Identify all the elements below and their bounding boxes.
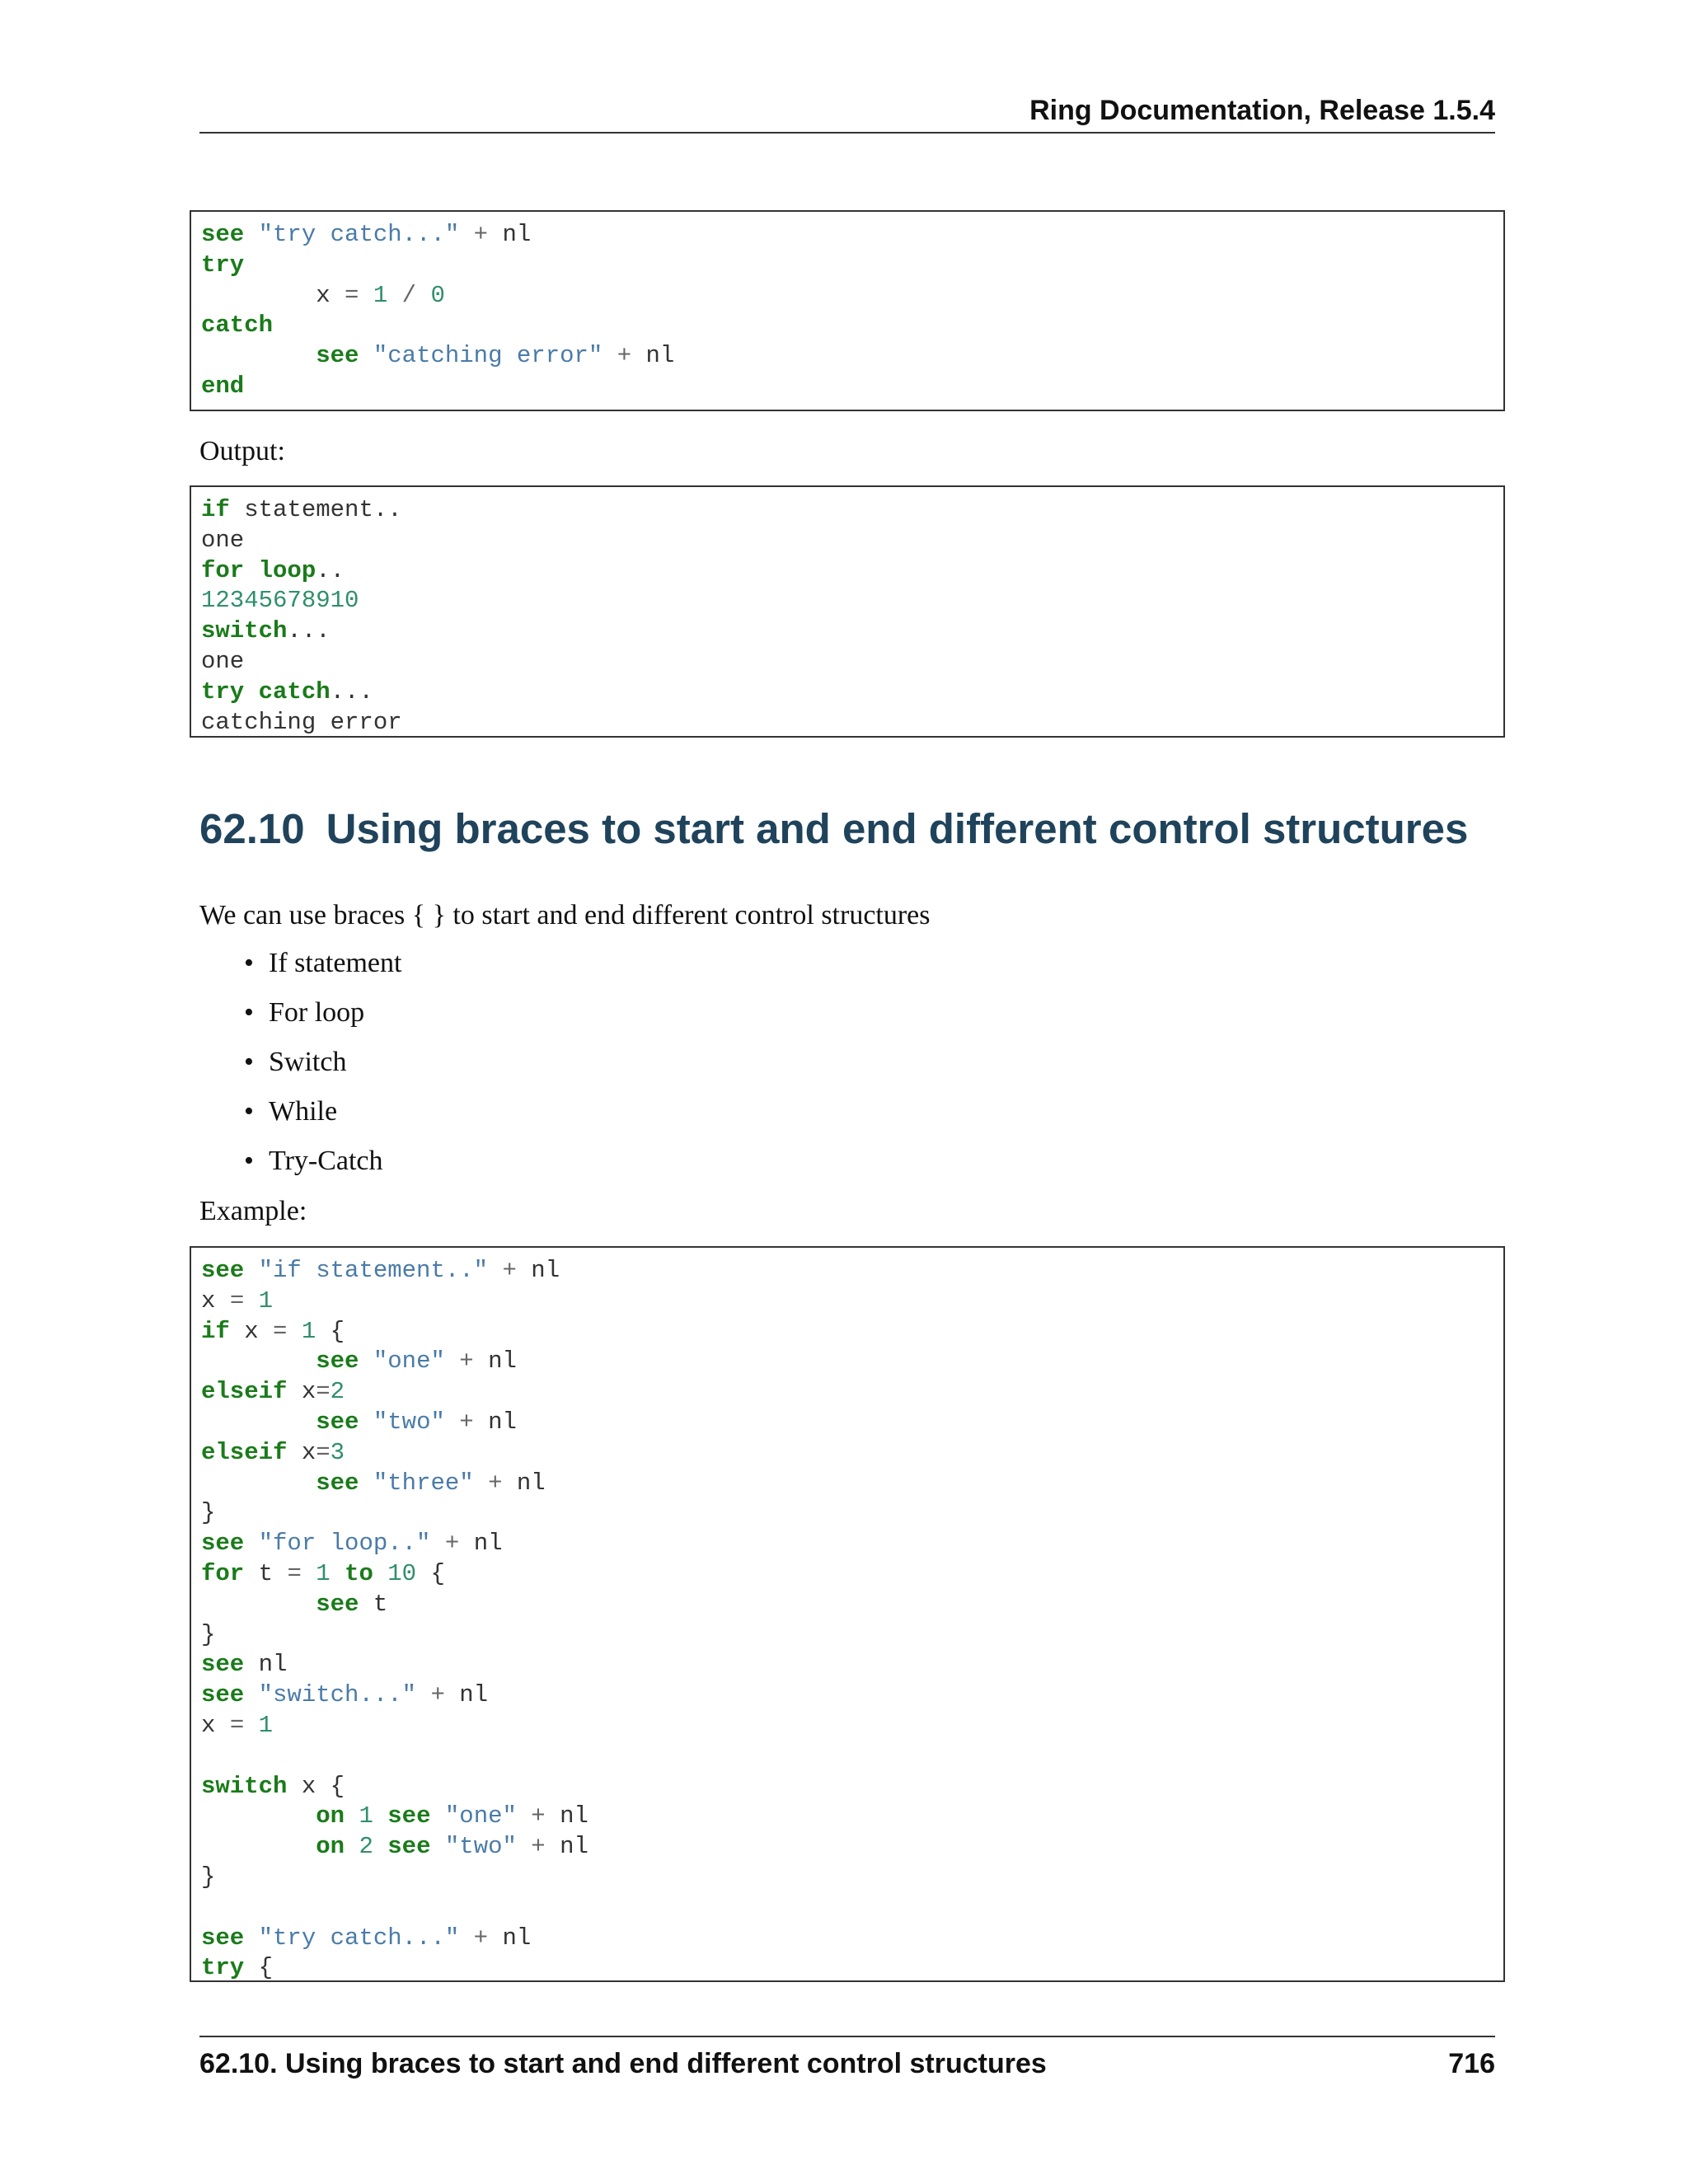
code-text xyxy=(244,678,258,705)
code-keyword: see xyxy=(201,1924,245,1952)
code-line xyxy=(201,1590,1493,1620)
code-text: t xyxy=(359,1590,388,1618)
code-number: 1 xyxy=(316,1559,331,1587)
code-operator: = xyxy=(316,1378,331,1406)
code-operator: = xyxy=(345,281,359,309)
code-line xyxy=(201,1377,1493,1408)
code-operator: + xyxy=(516,1802,560,1830)
code-operator: + xyxy=(444,1347,489,1376)
code-text xyxy=(359,1469,373,1497)
code-text xyxy=(359,282,373,309)
code-keyword: if xyxy=(201,496,230,523)
code-string: "try catch..." xyxy=(258,1924,460,1952)
code-text: statement.. xyxy=(229,496,402,523)
code-text xyxy=(201,1802,316,1830)
example-label: Example: xyxy=(199,1196,307,1226)
code-text xyxy=(359,1347,373,1375)
code-keyword: see xyxy=(201,221,245,248)
list-item xyxy=(244,1144,401,1193)
running-header xyxy=(199,92,1495,134)
code-text xyxy=(201,1469,316,1497)
code-operator: / xyxy=(387,281,431,309)
code-operator: = xyxy=(229,1286,245,1315)
code-line xyxy=(201,251,1493,281)
code-line xyxy=(201,1498,1493,1529)
code-keyword: for xyxy=(201,556,245,584)
code-keyword: see xyxy=(316,1469,359,1497)
code-keyword: see xyxy=(387,1802,431,1830)
code-operator: + xyxy=(473,1469,517,1497)
list-item-text: For loop xyxy=(269,997,365,1028)
code-text xyxy=(430,1833,444,1860)
code-text: nl xyxy=(244,1651,288,1679)
code-block-braces-example xyxy=(190,1246,1505,1982)
code-number: 1 xyxy=(301,1317,316,1345)
code-string: "two" xyxy=(444,1833,517,1861)
code-line xyxy=(201,1256,1493,1286)
code-line xyxy=(201,647,1493,677)
code-line xyxy=(201,556,1493,587)
running-footer xyxy=(199,2036,1495,2082)
code-string: "one" xyxy=(444,1802,517,1830)
code-number: 2 xyxy=(359,1833,373,1861)
code-number: 10 xyxy=(387,1559,417,1587)
code-text: nl xyxy=(560,1802,588,1830)
code-text: x xyxy=(201,1711,230,1739)
code-text: x xyxy=(287,1438,316,1466)
code-keyword: see xyxy=(316,342,359,370)
code-text: { xyxy=(316,1317,345,1345)
code-line xyxy=(201,1680,1493,1711)
code-text: nl xyxy=(502,221,532,248)
code-text xyxy=(201,1591,316,1618)
code-string: "for loop.." xyxy=(258,1530,431,1558)
code-operator: + xyxy=(459,1924,503,1952)
code-text xyxy=(201,1347,316,1375)
code-text: nl xyxy=(531,1257,560,1284)
code-text: x xyxy=(201,281,345,309)
code-text xyxy=(359,1408,373,1436)
code-text: t xyxy=(244,1559,288,1587)
list-item-text: If statement xyxy=(269,948,402,978)
code-keyword: on xyxy=(316,1802,345,1830)
code-string: "three" xyxy=(373,1469,474,1497)
code-number: 0 xyxy=(430,281,445,309)
code-keyword: try xyxy=(201,1954,245,1982)
code-text: nl xyxy=(516,1469,546,1497)
code-number: 3 xyxy=(330,1438,345,1466)
code-block-try-catch xyxy=(190,210,1505,411)
code-keyword: try xyxy=(201,251,245,279)
code-number: 2 xyxy=(330,1378,345,1406)
section-number: 62.10 xyxy=(199,805,305,852)
code-text: nl xyxy=(560,1833,588,1861)
code-text: ... xyxy=(287,617,331,645)
code-operator: + xyxy=(516,1833,560,1861)
code-text: nl xyxy=(502,1924,532,1952)
code-keyword: catch xyxy=(201,312,274,340)
code-line xyxy=(201,1620,1493,1651)
code-line xyxy=(201,341,1493,372)
code-text xyxy=(345,1802,359,1830)
code-line xyxy=(201,1408,1493,1438)
code-line xyxy=(201,586,1493,616)
output-label: Output: xyxy=(199,436,285,466)
list-item xyxy=(244,1045,401,1094)
code-text xyxy=(373,1560,387,1587)
code-operator: + xyxy=(416,1681,460,1709)
code-operator: = xyxy=(273,1317,288,1345)
bullet-icon: • xyxy=(244,1096,254,1127)
code-keyword: elseif xyxy=(201,1438,288,1466)
code-string: "switch..." xyxy=(258,1681,417,1709)
code-keyword: loop xyxy=(258,556,316,584)
code-keyword: on xyxy=(316,1833,345,1861)
code-number: 1 xyxy=(373,281,388,309)
code-text: x xyxy=(229,1317,274,1345)
header-title: Ring Documentation, Release 1.5.4 xyxy=(1029,95,1495,126)
code-line xyxy=(201,495,1493,526)
code-keyword: switch xyxy=(201,1772,288,1800)
code-text: x xyxy=(287,1378,316,1406)
code-text: } xyxy=(201,1499,216,1527)
bullet-icon: • xyxy=(244,1047,254,1077)
code-text xyxy=(430,1802,444,1830)
list-item-text: Try-Catch xyxy=(269,1146,383,1176)
code-line xyxy=(201,1924,1493,1954)
code-keyword: see xyxy=(201,1681,245,1709)
code-line xyxy=(201,220,1493,251)
code-number: 1 xyxy=(258,1286,274,1315)
code-text: x xyxy=(201,1286,230,1315)
code-line xyxy=(201,677,1493,708)
code-keyword: catch xyxy=(258,677,331,705)
code-text: x { xyxy=(287,1772,345,1800)
code-text: .. xyxy=(316,556,345,584)
code-text: one xyxy=(201,647,245,675)
code-keyword: see xyxy=(201,1651,245,1679)
code-keyword: elseif xyxy=(201,1378,288,1406)
code-operator: + xyxy=(488,1257,532,1284)
code-line xyxy=(201,1469,1493,1499)
code-text xyxy=(331,1560,345,1587)
bullet-icon: • xyxy=(244,948,254,978)
code-keyword: for xyxy=(201,1559,245,1587)
code-line xyxy=(201,1832,1493,1863)
code-line xyxy=(201,1317,1493,1347)
code-text xyxy=(244,1924,258,1952)
code-line xyxy=(201,1438,1493,1469)
code-text xyxy=(302,1560,316,1587)
code-text xyxy=(244,1530,258,1557)
code-operator: = xyxy=(287,1559,302,1587)
code-text: nl xyxy=(488,1408,517,1436)
code-line xyxy=(201,1772,1493,1802)
code-keyword: see xyxy=(316,1347,359,1376)
bullet-icon: • xyxy=(244,1146,254,1176)
list-item xyxy=(244,996,401,1045)
code-string: "two" xyxy=(373,1408,445,1436)
code-text xyxy=(201,342,316,369)
list-item-text: Switch xyxy=(269,1047,347,1077)
code-text xyxy=(201,1408,316,1436)
code-text xyxy=(373,1802,387,1830)
code-line xyxy=(201,1286,1493,1317)
code-number: 12345678910 xyxy=(201,587,359,615)
code-text xyxy=(244,221,258,248)
section-heading xyxy=(199,804,1468,854)
code-operator: + xyxy=(603,342,646,370)
code-text xyxy=(201,1833,316,1860)
code-line xyxy=(201,311,1493,341)
code-line xyxy=(201,1529,1493,1559)
code-line xyxy=(201,1711,1493,1741)
code-text xyxy=(244,1681,258,1708)
code-text xyxy=(244,1287,258,1315)
code-text xyxy=(359,342,373,369)
code-text: nl xyxy=(473,1530,503,1558)
code-line xyxy=(201,372,1493,402)
code-line xyxy=(201,616,1493,647)
code-text: } xyxy=(201,1863,216,1891)
code-text: nl xyxy=(488,1347,517,1376)
code-line xyxy=(201,1863,1493,1893)
code-keyword: switch xyxy=(201,617,288,645)
code-line xyxy=(201,1741,1493,1772)
code-string: "try catch..." xyxy=(258,221,460,248)
code-text: catching error xyxy=(201,708,402,736)
code-number: 1 xyxy=(359,1802,373,1830)
code-text xyxy=(345,1833,359,1860)
code-line xyxy=(201,1347,1493,1377)
code-keyword: see xyxy=(201,1257,245,1284)
list-item xyxy=(244,1094,401,1144)
code-block-output xyxy=(190,485,1505,738)
list-item xyxy=(244,946,401,996)
intro-paragraph: We can use braces { } to start and end different control structures xyxy=(199,900,931,930)
code-string: "one" xyxy=(373,1347,445,1376)
code-line xyxy=(201,1893,1493,1924)
code-keyword: end xyxy=(201,372,245,400)
code-operator: + xyxy=(444,1408,489,1436)
code-text: nl xyxy=(645,342,675,370)
code-text xyxy=(244,1257,258,1284)
code-text xyxy=(244,557,258,584)
code-text xyxy=(287,1318,301,1345)
code-operator: + xyxy=(459,221,503,248)
code-keyword: see xyxy=(316,1590,359,1618)
code-text xyxy=(244,1712,258,1739)
code-text: ... xyxy=(330,677,373,705)
code-text: { xyxy=(416,1559,445,1587)
code-text: { xyxy=(244,1954,274,1982)
list-item-text: While xyxy=(269,1096,338,1127)
bullet-icon: • xyxy=(244,997,254,1028)
code-number: 1 xyxy=(258,1711,274,1739)
page-number: 716 xyxy=(1448,2048,1495,2079)
control-structure-list xyxy=(244,946,401,1193)
code-keyword: see xyxy=(201,1530,245,1558)
code-operator: = xyxy=(229,1711,245,1739)
code-keyword: try xyxy=(201,677,245,705)
code-string: "catching error" xyxy=(373,342,603,370)
code-line xyxy=(201,526,1493,556)
code-keyword: to xyxy=(345,1559,373,1587)
code-line xyxy=(201,281,1493,312)
footer-section-ref: 62.10. Using braces to start and end different control structures xyxy=(199,2048,1047,2079)
section-title-text: Using braces to start and end different control structures xyxy=(326,805,1469,852)
code-text xyxy=(373,1833,387,1860)
code-line xyxy=(201,1559,1493,1590)
code-keyword: see xyxy=(387,1833,431,1861)
code-line xyxy=(201,1953,1493,1982)
code-line xyxy=(201,1802,1493,1832)
code-keyword: if xyxy=(201,1317,230,1345)
code-operator: + xyxy=(430,1530,474,1558)
code-line xyxy=(201,708,1493,738)
code-operator: = xyxy=(316,1438,331,1466)
code-line xyxy=(201,1650,1493,1680)
code-text: one xyxy=(201,526,245,554)
code-text: } xyxy=(201,1620,216,1648)
code-keyword: see xyxy=(316,1408,359,1436)
code-string: "if statement.." xyxy=(258,1257,489,1284)
code-text: nl xyxy=(459,1681,489,1709)
